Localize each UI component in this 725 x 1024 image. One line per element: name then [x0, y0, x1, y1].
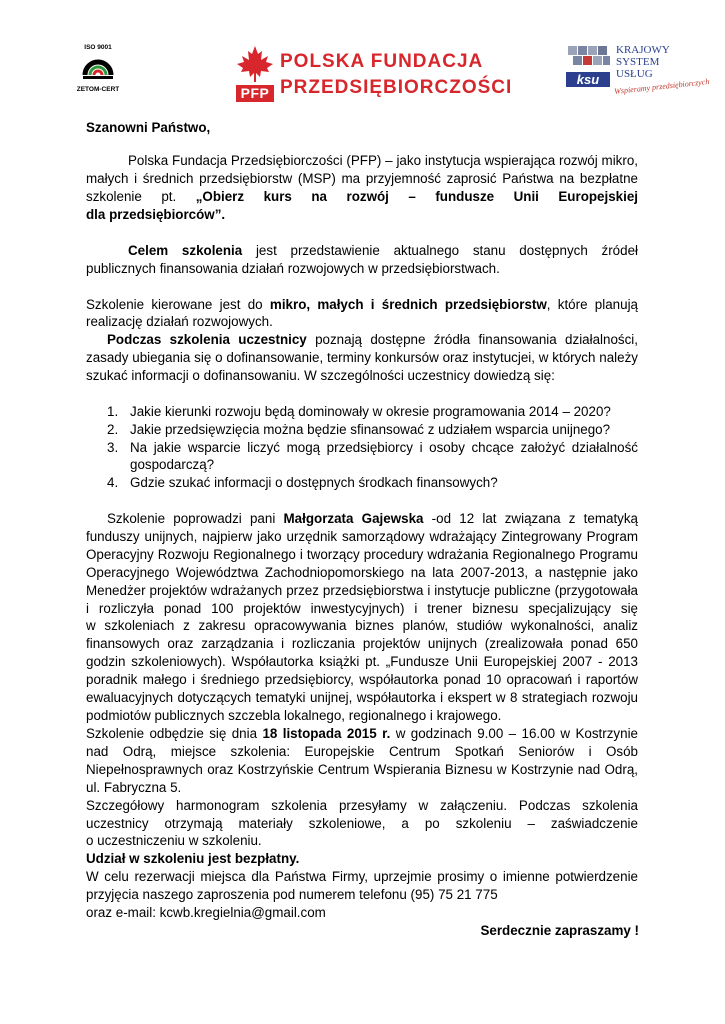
p9-line1: W celu rezerwacji miejsca dla Państwa Firmy, uprzejmie prosimy o imienne potwierdzenie [86, 869, 638, 884]
p7-line1: Szczegółowy harmonogram szkolenia przesyłamy w załączeniu. Podczas szkolenia [86, 798, 638, 813]
p3-line1: Szkolenie kierowane jest do mikro, małych i średnich przedsiębiorstw, które planują [86, 297, 638, 312]
p4-line1: Podczas szkolenia uczestnicy poznają dostępne źródła finansowania działalności, [107, 332, 638, 347]
list-item: Jakie przedsięwzięcia można będzie sfinansować z udziałem wsparcia unijnego? [130, 422, 611, 437]
p6-line4: ul. Fabryczna 5. [86, 780, 182, 795]
p5-line3: Operacyjny Rozwoju Regionalnego i tworzący procedury wdrażania Regionalnego Programu [86, 547, 638, 562]
free-notice: Udział w szkoleniu jest bezpłatny. [86, 851, 300, 866]
list-num: 3. [107, 440, 119, 455]
pfp-name-line1: POLSKA FUNDACJA [280, 51, 484, 72]
ksu-line1: KRAJOWY [616, 44, 670, 56]
pfp-name-line2: PRZEDSIĘBIORCZOŚCI [280, 77, 513, 98]
iso-cert-label: ZETOM-CERT [76, 86, 120, 93]
p5-line4: Operacyjnego Województwa Zachodniopomorskiego na lata 2007-2013, a następnie jako [86, 565, 638, 580]
iso-logo [74, 44, 122, 93]
closing: Serdecznie zapraszamy ! [480, 923, 639, 938]
iso-cert-icon [81, 53, 115, 85]
p6-line2: nad Odrą, miejsce szkolenia: Europejskie Centrum Spotkań Seniorów i Osób [86, 744, 638, 759]
ksu-line2: SYSTEM [616, 56, 660, 68]
p5-line12: podmiotów publicznych szczebla lokalnego, regionalnego i krajowego. [86, 708, 502, 723]
ksu-badge: ksu [566, 72, 610, 87]
list-item: Gdzie szukać informacji o dostępnych środkach finansowych? [130, 475, 498, 490]
p1-line1: Polska Fundacja Przedsiębiorczości (PFP) – jako instytucja wspierająca rozwój mikro, [128, 153, 638, 168]
p5-line11: ewaluacyjnych dotyczących tematyki unijnej, współautorka i ekspert w 8 strategiach rozwoju [86, 690, 638, 705]
list-item: Jakie kierunki rozwoju będą dominowały w okresie programowania 2014 – 2020? [130, 404, 611, 419]
p4-line2: zasady ubiegania się o dofinansowanie, terminy konkursów oraz instytucjei, w których należy [86, 350, 638, 365]
pfp-abbreviation: PFP [236, 85, 274, 102]
pfp-logo [236, 45, 513, 103]
p1-line4: dla przedsiębiorców”. [86, 207, 226, 222]
p5-line8: finansowych oraz zarządzania i rozliczania projektów unijnych (zrealizowała ponad 650 [86, 636, 638, 651]
p7-line2: uczestnicy otrzymają materiały szkoleniowe, a po szkoleniu – zaświadczenie [86, 816, 638, 831]
p5-line2: funduszy unijnych, najpierw jako urzędnik samorządowy wdrażający Zintegrowany Program [86, 529, 638, 544]
p1-line3: szkolenie pt. „Obierz kurs na rozwój – fundusze Unii Europejskiej [86, 189, 639, 204]
p5-line10: poradnik małego i średniego przedsiębiorcy, współautorka ponad 10 opracowań i raportów [86, 672, 638, 687]
p5-line7: w szkoleniach z zakresu opracowywania biznes planów, studiów wykonalności, analiz [86, 618, 638, 633]
maple-leaf-icon [236, 45, 274, 83]
p6-line1: Szkolenie odbędzie się dnia 18 listopada 2015 r. w godzinach 9.00 – 16.00 w Kostrzynie [86, 726, 638, 741]
p9-line3: oraz e-mail: kcwb.kregielnia@gmail.com [86, 905, 326, 920]
p9-line2: przyjęcia naszego zaproszenia pod numerem telefonu (95) 75 21 775 [86, 887, 498, 902]
iso-label: ISO 9001 [84, 44, 112, 51]
list-num: 4. [107, 475, 119, 490]
p6-line3: Niepełnosprawnych oraz Kostrzyńskie Centrum Wspierania Biznesu w Kostrzynie nad Odrą, [86, 762, 638, 777]
greeting: Szanowni Państwo, [86, 120, 211, 135]
p1-line2: małych i średnich przedsiębiorstw (MSP) ma przyjemność zaprosić Państwa na bezpłatne [86, 171, 638, 186]
p5-line6: i rozliczyła ponad 100 projektów inwestycyjnych) i trener biznesu specjalizujący się [86, 601, 638, 616]
p7-line3: o uczestniczeniu w szkoleniu. [86, 833, 262, 848]
list-num: 1. [107, 404, 119, 419]
list-item: Na jakie wsparcie liczyć mogą przedsiębiorcy i osoby chcące założyć działalność [130, 440, 638, 455]
p5-line5: Menedżer projektów wdrażanych przez przedsiębiorstwa i instytucje publiczne (przygotowała [86, 583, 638, 598]
cubes-icon [566, 44, 612, 74]
ksu-logo [566, 44, 710, 96]
list-item-cont: gospodarczą? [130, 457, 215, 472]
ksu-name [616, 44, 670, 80]
p3-line2: realizację działań rozwojowych. [86, 314, 273, 329]
ksu-tagline: Wspieramy przedsiębiorczych [613, 77, 710, 96]
p5-line9: godzin szkoleniowych). Współautorka książki pt. „Fundusze Unii Europejskiej 2007 - 2013 [86, 654, 638, 669]
p5-line1: Szkolenie poprowadzi pani Małgorzata Gajewska -od 12 lat związana z tematyką [107, 511, 639, 526]
p2-line2: publicznych finansowania działań rozwojowych w przedsiębiorstwach. [86, 261, 500, 276]
p2-line1: Celem szkolenia jest przedstawienie aktualnego stanu dostępnych źródeł [128, 243, 638, 258]
list-num: 2. [107, 422, 119, 437]
ksu-line3: USŁUG [616, 68, 653, 80]
p4-line3: szukać informacji o dofinansowaniu. W szczególności uczestnicy dowiedzą się: [86, 368, 555, 383]
